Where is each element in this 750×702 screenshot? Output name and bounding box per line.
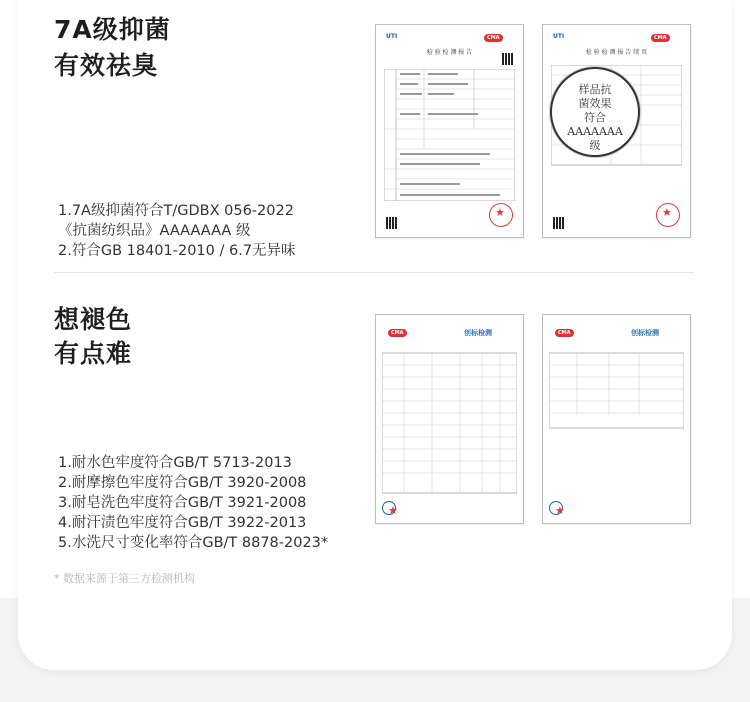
section2-standards-list [58, 453, 328, 553]
magnifier-line: 菌效果 [578, 97, 612, 110]
cma-badge: CMA [484, 34, 503, 42]
test-report-image-3 [375, 314, 524, 524]
magnifier-line: 符合 [584, 111, 606, 124]
brand-name: 创标检测 [631, 329, 659, 337]
list-item: 1.7A级抑菌符合T/GDBX 056-2022 [58, 203, 294, 219]
section2-title-line2: 有点难 [54, 339, 133, 368]
cma-badge: CMA [651, 34, 670, 42]
list-item: 2.耐摩擦色牢度符合GB/T 3920-2008 [58, 475, 307, 491]
report-logo: UTI [553, 33, 565, 40]
qr-code-icon [553, 217, 565, 229]
section2-title-line1: 想褪色 [54, 305, 133, 334]
test-report-image-4 [542, 314, 691, 524]
magnifier-line: 级 [589, 139, 601, 152]
footnote: * 数据来源于第三方检测机构 [54, 572, 195, 585]
report-logo: UTI [386, 33, 398, 40]
stamp-icon [549, 501, 563, 515]
cma-badge: CMA [388, 329, 407, 337]
cma-badge: CMA [555, 329, 574, 337]
brand-name: 创标检测 [464, 329, 492, 337]
list-item: 5.水洗尺寸变化率符合GB/T 8878-2023* [58, 535, 329, 551]
report-title: 检 验 检 测 报 告 [426, 49, 473, 56]
section1-title-line1: 7A级抑菌 [54, 15, 171, 44]
list-item: 1.耐水色牢度符合GB/T 5713-2013 [58, 455, 292, 471]
qr-code-icon [386, 217, 398, 229]
section-divider [54, 272, 694, 273]
magnifier-line: AAAAAAA [567, 125, 623, 138]
report-table-graphic [549, 345, 684, 435]
list-item: 2.符合GB 18401-2010 / 6.7无异味 [58, 243, 296, 259]
magnifier-line: 样品抗 [578, 83, 612, 96]
qr-code-icon [502, 53, 514, 65]
list-item: 3.耐皂洗色牢度符合GB/T 3921-2008 [58, 495, 307, 511]
section1-title-line2: 有效祛臭 [54, 51, 159, 80]
report-table-graphic [384, 69, 515, 201]
list-item: 4.耐汗渍色牢度符合GB/T 3922-2013 [58, 515, 307, 531]
stamp-icon [382, 501, 396, 515]
magnified-result-callout [550, 67, 640, 157]
section1-standards-list [58, 201, 296, 261]
report-table-graphic [382, 345, 517, 495]
list-item: 《抗菌纺织品》AAAAAAA 级 [58, 223, 251, 239]
report-title: 检 验 检 测 报 告 续 页 [585, 49, 648, 56]
test-report-image-1 [375, 24, 524, 238]
red-seal-icon [489, 203, 513, 227]
red-seal-icon [656, 203, 680, 227]
